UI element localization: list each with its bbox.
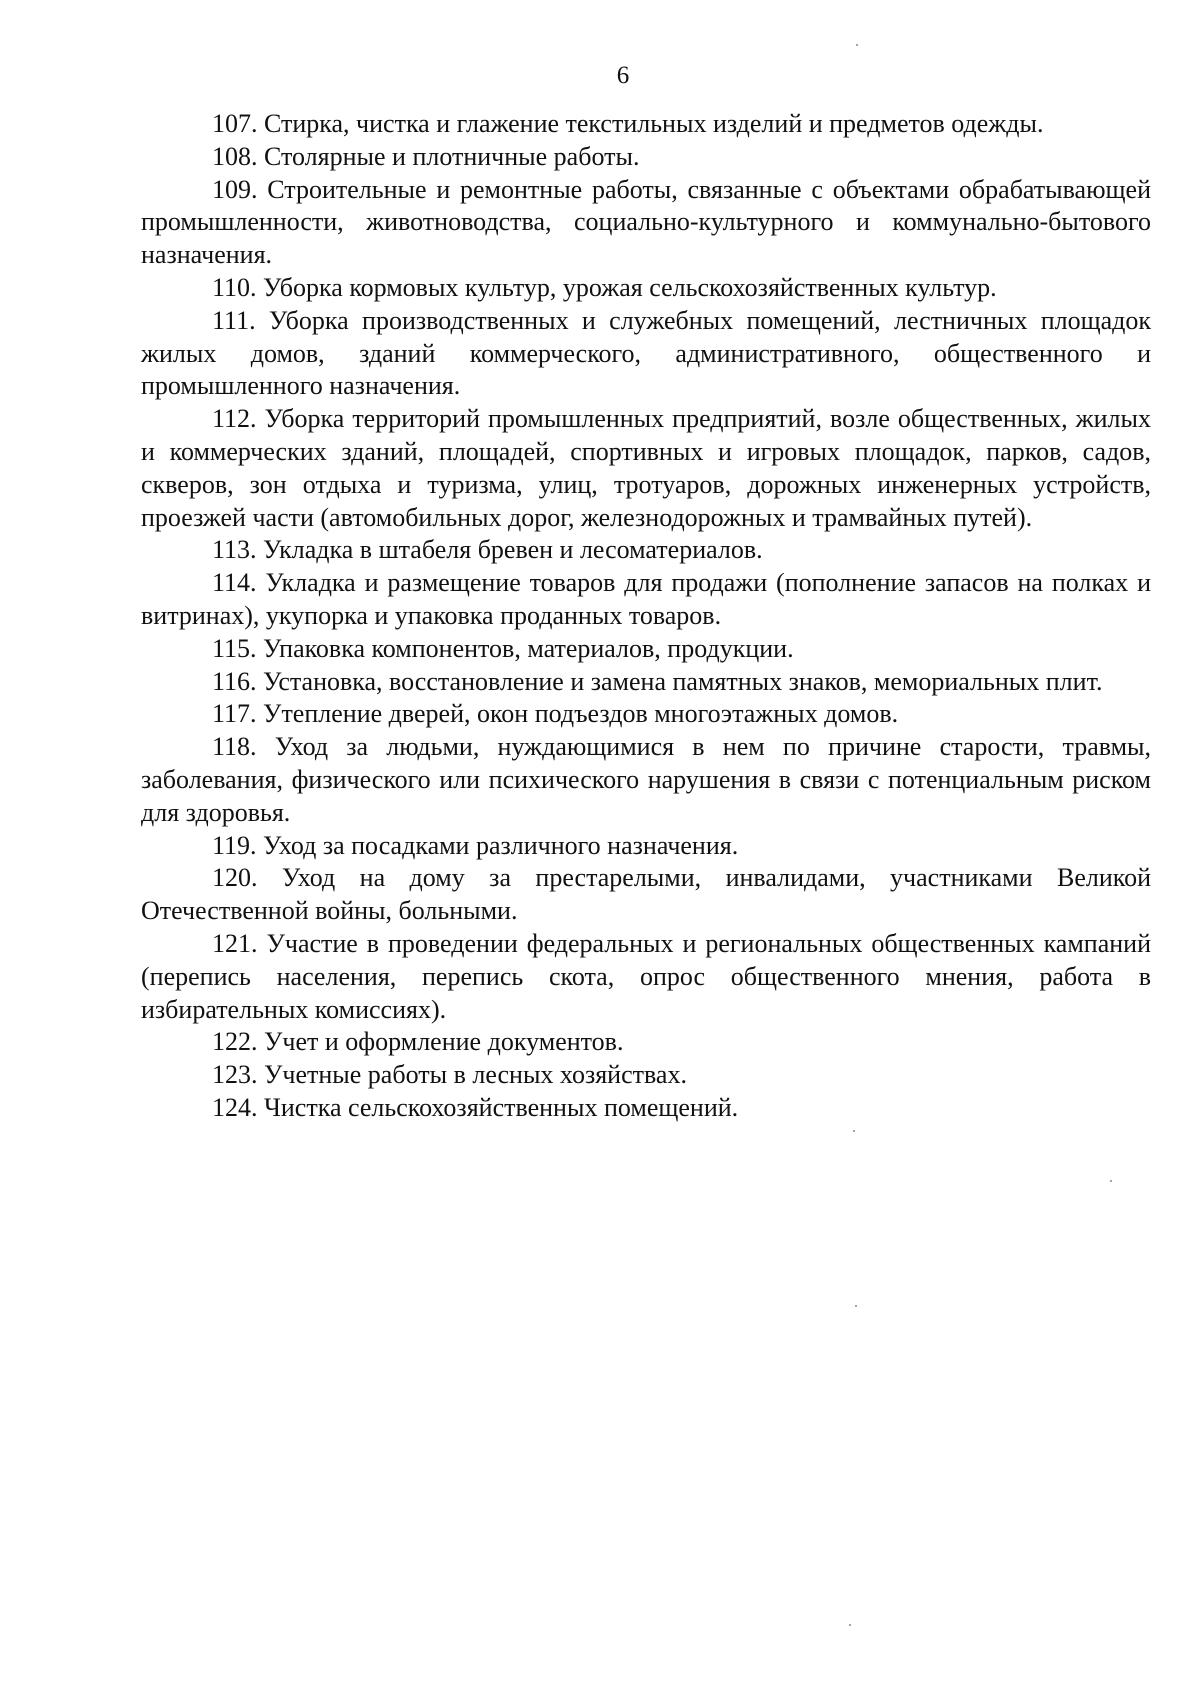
scan-speck [853,1130,855,1132]
scan-speck [1110,1180,1112,1182]
page-number: 6 [616,62,630,89]
list-item: 114. Укладка и размещение товаров для продажи (пополнение запасов на полках и витринах), укупорка и упаковка проданных товаров. [141,568,1151,630]
list-item: 120. Уход на дому за престарелыми, инвалидами, участниками Великой Отечественной войны, больными. [141,863,1151,926]
list-item: 108. Столярные и плотничные работы. [212,141,640,171]
scan-speck [849,1624,851,1626]
list-item: 111. Уборка производственных и служебных помещений, лестничных площадок жилых домов, зданий коммерческого, административного, общественного и промышленного назначения. [141,305,1151,401]
list-item: 122. Учет и оформление документов. [212,1027,624,1057]
list-item: 121. Участие в проведении федеральных и региональных общественных кампаний (перепись населения, перепись скота, опрос общественного мнения, работа в избирательных комиссиях). [141,928,1151,1024]
list-item: 123. Учетные работы в лесных хозяйствах. [212,1060,687,1090]
list-item: 118. Уход за людьми, нуждающимися в нем по причине старости, травмы, заболевания, физического или психического нарушения в связи с потенциальным риском для здоровья. [141,732,1151,827]
list-item: 109. Строительные и ремонтные работы, связанные с объектами обрабатывающей промышленности, животноводства, социально-культурного и коммунально-бытового назначения. [141,174,1151,270]
list-item: 112. Уборка территорий промышленных предприятий, возле общественных, жилых и коммерческих зданий, площадей, спортивных и игровых площадок, парков, садов, скверов, зон отдыха и туризма, улиц, тротуаров, дорожных инженерных устройств, проезжей части (автомобильных дорог, железнодорожных и трамвайных путей). [141,404,1151,532]
scan-speck [856,44,858,46]
list-item: 116. Установка, восстановление и замена памятных знаков, мемориальных плит. [212,666,1103,696]
list-item: 115. Упаковка компонентов, материалов, продукции. [212,633,794,663]
list-item: 113. Укладка в штабеля бревен и лесоматериалов. [212,535,763,565]
document-body [141,108,1151,1125]
scan-speck [855,1305,857,1307]
list-item: 107. Стирка, чистка и глажение текстильных изделий и предметов одежды. [212,109,1044,138]
list-item: 124. Чистка сельскохозяйственных помещений. [212,1092,739,1122]
list-item: 119. Уход за посадками различного назначения. [212,830,739,860]
list-item: 110. Уборка кормовых культур, урожая сельскохозяйственных культур. [212,272,997,302]
list-item: 117. Утепление дверей, окон подъездов многоэтажных домов. [212,699,899,729]
